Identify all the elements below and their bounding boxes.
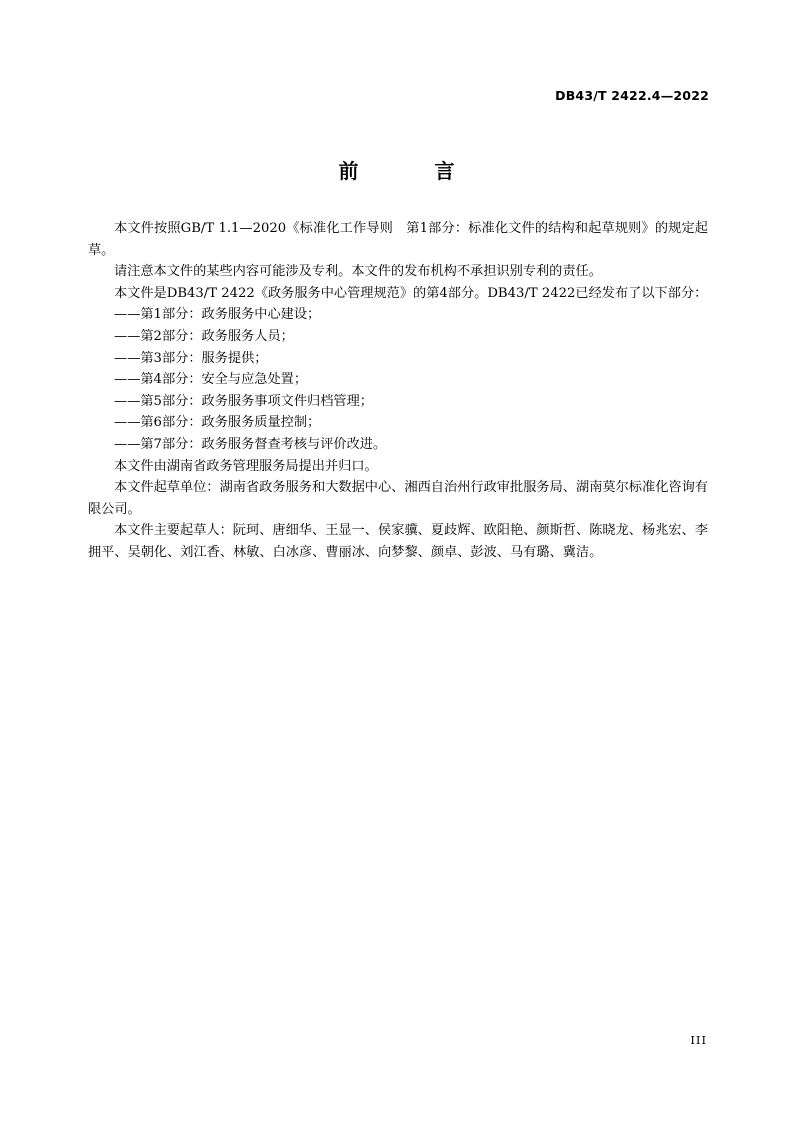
part-list-item: ——第4部分：安全与应急处置； xyxy=(114,372,308,388)
proposer-paragraph: 本文件由湖南省政务管理服务局提出并归口。 xyxy=(114,458,378,474)
series-intro-paragraph: 本文件是DB43/T 2422《政务服务中心管理规范》的第4部分。DB43/T 2422已经发布了以下部分： xyxy=(114,285,708,301)
foreword-body xyxy=(88,218,708,564)
part-list-item: ——第1部分：政务服务中心建设； xyxy=(114,307,321,323)
drafting-rule-paragraph: 本文件按照GB/T 1.1—2020《标准化工作导则 第1部分：标准化文件的结构和起草规则》的规定起草。 xyxy=(88,221,708,258)
page-number: III xyxy=(690,1033,707,1047)
standard-code: DB43/T 2422.4—2022 xyxy=(555,88,709,103)
page-title: 前 言 xyxy=(338,159,483,183)
part-list-item: ——第3部分：服务提供； xyxy=(114,350,268,366)
drafters-paragraph: 本文件主要起草人：阮珂、唐细华、王显一、侯家骥、夏歧辉、欧阳艳、颜斯哲、陈晓龙、杨兆宏、李拥平、吴朝化、刘江香、林敏、白冰彦、曹丽冰、向梦黎、颜卓、彭波、马有璐、冀洁。 xyxy=(88,523,708,560)
patent-notice-paragraph: 请注意本文件的某些内容可能涉及专利。本文件的发布机构不承担识别专利的责任。 xyxy=(114,264,602,280)
part-list-item: ——第2部分：政务服务人员； xyxy=(114,328,294,344)
drafting-units-paragraph: 本文件起草单位：湖南省政务服务和大数据中心、湘西自治州行政审批服务局、湖南莫尔标准化咨询有限公司。 xyxy=(88,480,708,517)
part-list-item: ——第5部分：政务服务事项文件归档管理； xyxy=(114,393,373,409)
part-list-item: ——第6部分：政务服务质量控制； xyxy=(114,415,321,431)
part-list-item: ——第7部分：政务服务督查考核与评价改进。 xyxy=(114,436,387,452)
